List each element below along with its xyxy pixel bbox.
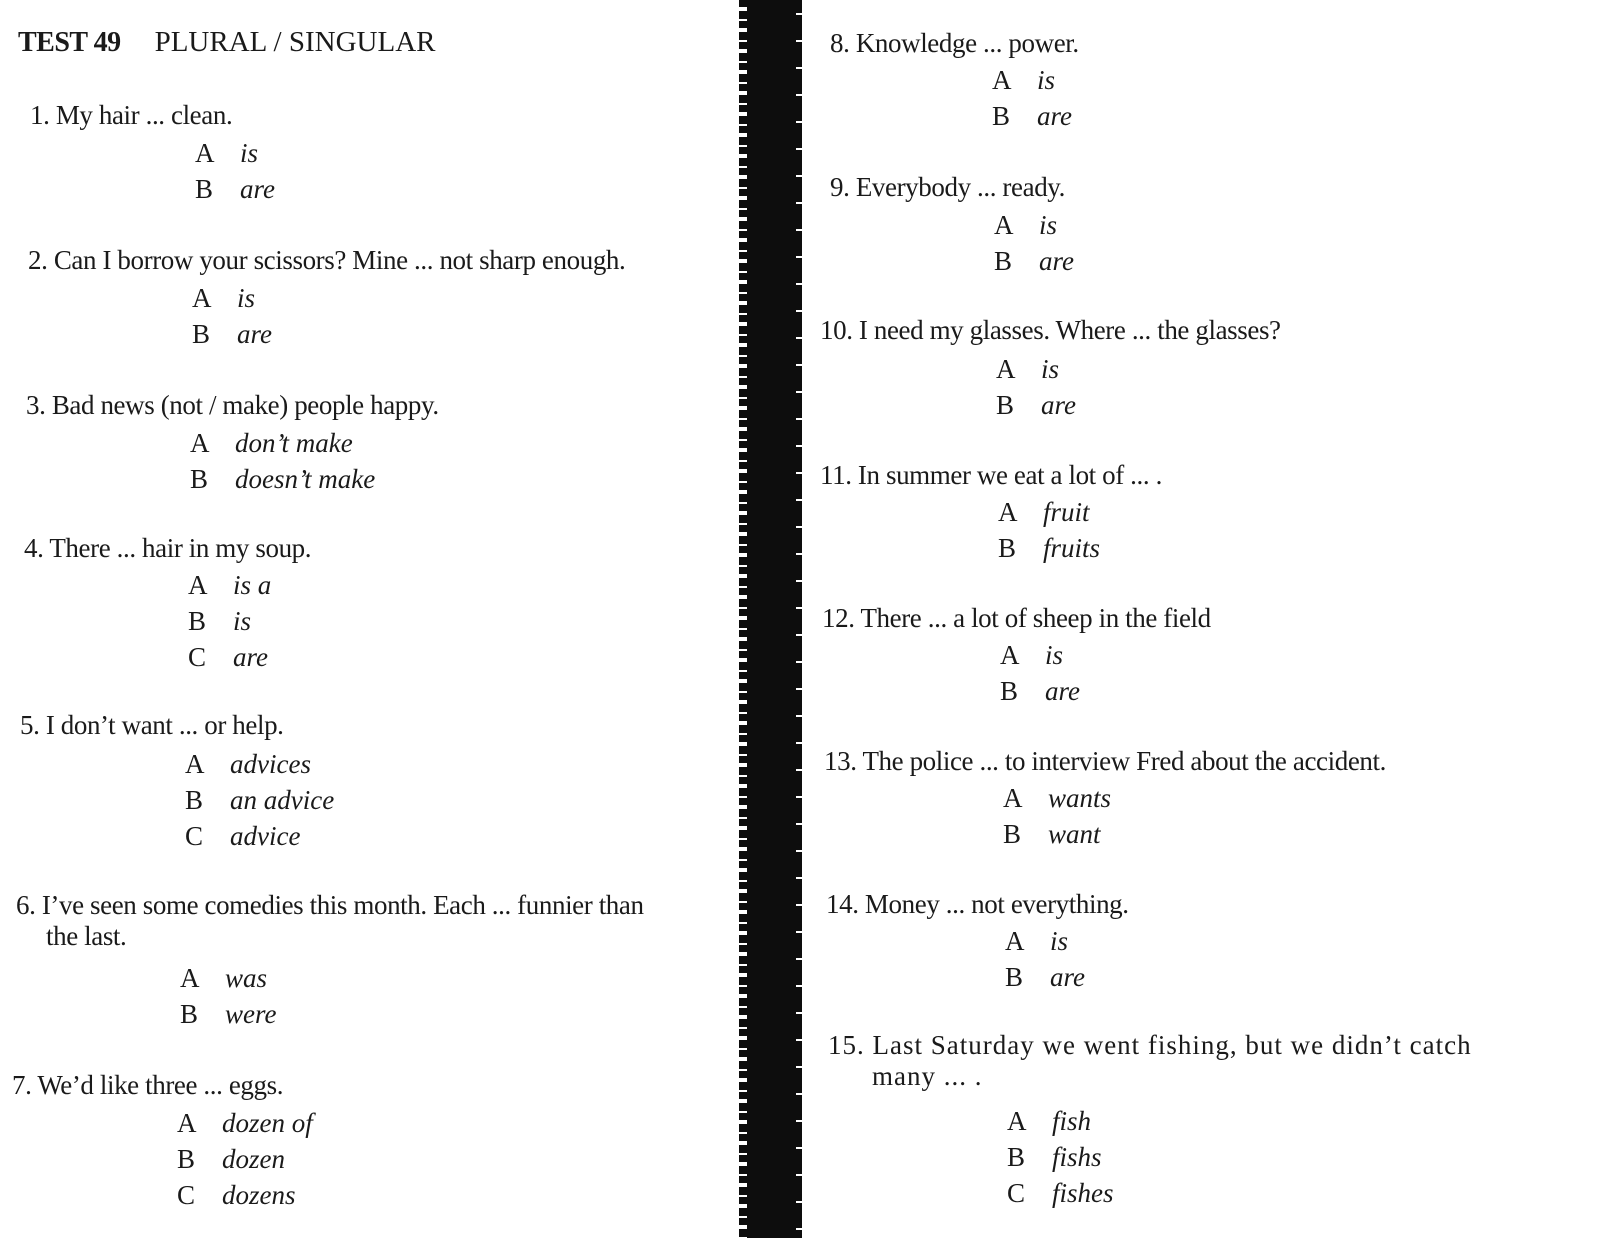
- option-text: don’t make: [235, 428, 353, 458]
- option-text: fishs: [1052, 1142, 1102, 1172]
- option-letter: A: [185, 749, 205, 779]
- option-text: fish: [1052, 1106, 1092, 1136]
- option-text: fishes: [1052, 1178, 1114, 1208]
- option-text: are: [1039, 246, 1074, 276]
- question-text: We’d like three ... eggs.: [37, 1070, 284, 1100]
- option-text: want: [1048, 819, 1101, 849]
- answer-option[interactable]: [180, 960, 276, 996]
- test-topic: PLURAL / SINGULAR: [154, 26, 436, 58]
- option-text: was: [225, 963, 268, 993]
- option-letter: C: [1007, 1178, 1026, 1208]
- question-text-continued: many ... .: [872, 1061, 983, 1091]
- question-number: 13.: [824, 746, 857, 776]
- option-letter: C: [185, 821, 204, 851]
- answer-option[interactable]: [185, 782, 334, 818]
- question-number: 5.: [20, 710, 40, 740]
- answer-option[interactable]: [188, 603, 271, 639]
- option-letter: A: [180, 963, 200, 993]
- option-letter: A: [994, 210, 1014, 240]
- question-text: My hair ... clean.: [55, 100, 233, 130]
- answer-options: [996, 351, 1076, 423]
- answer-option[interactable]: [192, 280, 272, 316]
- question-number: 14.: [826, 889, 859, 919]
- answer-option[interactable]: [994, 243, 1074, 279]
- option-text: is a: [233, 570, 272, 600]
- question-number: 1.: [30, 100, 50, 130]
- answer-option[interactable]: [1005, 959, 1085, 995]
- option-letter: A: [190, 428, 210, 458]
- question-stem: [824, 746, 1386, 777]
- answer-options: [992, 62, 1072, 134]
- option-text: are: [233, 642, 268, 672]
- option-letter: B: [1007, 1142, 1026, 1172]
- option-letter: A: [996, 354, 1016, 384]
- answer-options: [188, 567, 271, 675]
- question-text: Money ... not everything.: [864, 889, 1129, 919]
- answer-option[interactable]: [1007, 1103, 1114, 1139]
- answer-option[interactable]: [192, 316, 272, 352]
- answer-option[interactable]: [1000, 673, 1080, 709]
- answer-option[interactable]: [188, 567, 271, 603]
- answer-options: [1007, 1103, 1114, 1211]
- option-text: doesn’t make: [235, 464, 376, 494]
- question-text: I’ve seen some comedies this month. Each ... funnier than: [41, 890, 644, 920]
- answer-option[interactable]: [1005, 923, 1085, 959]
- question-number: 4.: [24, 533, 44, 563]
- option-letter: B: [998, 533, 1017, 563]
- answer-options: [192, 280, 272, 352]
- question-stem: [822, 603, 1211, 634]
- answer-option[interactable]: [195, 135, 275, 171]
- option-text: are: [237, 319, 272, 349]
- question-text: There ... a lot of sheep in the field: [860, 603, 1211, 633]
- option-text: wants: [1048, 783, 1112, 813]
- answer-option[interactable]: [996, 351, 1076, 387]
- question-number: 3.: [26, 390, 46, 420]
- option-letter: B: [180, 999, 199, 1029]
- question-number: 12.: [822, 603, 855, 633]
- question-stem: [26, 390, 439, 421]
- option-letter: A: [998, 497, 1018, 527]
- answer-option[interactable]: [998, 494, 1100, 530]
- option-letter: A: [192, 283, 212, 313]
- option-text: an advice: [230, 785, 335, 815]
- option-text: dozens: [222, 1180, 296, 1210]
- answer-options: [177, 1105, 313, 1213]
- question-stem: [12, 1070, 283, 1101]
- answer-options: [180, 960, 276, 1032]
- option-letter: A: [1003, 783, 1023, 813]
- option-letter: A: [1005, 926, 1025, 956]
- option-text: is: [1050, 926, 1069, 956]
- answer-options: [998, 494, 1100, 566]
- question-stem: [20, 710, 284, 741]
- question-text: The police ... to interview Fred about the accident.: [862, 746, 1386, 776]
- question-number: 9.: [830, 172, 850, 202]
- option-text: dozen of: [222, 1108, 313, 1138]
- option-letter: B: [195, 174, 214, 204]
- option-letter: B: [177, 1144, 196, 1174]
- option-letter: B: [1005, 962, 1024, 992]
- option-text: is: [1037, 65, 1056, 95]
- answer-option[interactable]: [177, 1177, 313, 1213]
- option-text: advice: [230, 821, 301, 851]
- option-letter: A: [195, 138, 215, 168]
- option-text: were: [225, 999, 277, 1029]
- question-stem: [830, 172, 1065, 203]
- option-text: are: [240, 174, 275, 204]
- option-letter: B: [188, 606, 207, 636]
- option-text: dozen: [222, 1144, 285, 1174]
- answer-option[interactable]: [1003, 780, 1111, 816]
- option-letter: B: [190, 464, 209, 494]
- question-number: 8.: [830, 28, 850, 58]
- option-text: are: [1041, 390, 1076, 420]
- question-text: Last Saturday we went fishing, but we didn’t catch: [872, 1030, 1472, 1060]
- answer-option[interactable]: [177, 1105, 313, 1141]
- option-text: is: [233, 606, 252, 636]
- question-text: In summer we eat a lot of ... .: [857, 460, 1162, 490]
- answer-option[interactable]: [185, 746, 334, 782]
- option-text: is: [237, 283, 256, 313]
- answer-option[interactable]: [185, 818, 334, 854]
- option-text: advices: [230, 749, 311, 779]
- answer-options: [1000, 637, 1080, 709]
- answer-option[interactable]: [994, 207, 1074, 243]
- answer-option[interactable]: [1003, 816, 1111, 852]
- book-spine-shadow: [745, 0, 797, 1238]
- question-text: Bad news (not / make) people happy.: [51, 390, 439, 420]
- answer-option[interactable]: [180, 996, 276, 1032]
- answer-options: [994, 207, 1074, 279]
- question-text: There ... hair in my soup.: [49, 533, 312, 563]
- answer-option[interactable]: [992, 98, 1072, 134]
- question-number: 11.: [820, 460, 852, 490]
- test-title: [18, 26, 435, 59]
- option-letter: A: [1000, 640, 1020, 670]
- answer-options: [195, 135, 275, 207]
- option-text: fruits: [1043, 533, 1101, 563]
- answer-option[interactable]: [992, 62, 1072, 98]
- question-stem: [30, 100, 232, 131]
- question-text: Can I borrow your scissors? Mine ... not sharp enough.: [53, 245, 626, 275]
- answer-option[interactable]: [188, 639, 271, 675]
- question-stem: [28, 245, 625, 276]
- option-letter: A: [177, 1108, 197, 1138]
- answer-option[interactable]: [190, 461, 375, 497]
- answer-option[interactable]: [177, 1141, 313, 1177]
- option-letter: B: [1000, 676, 1019, 706]
- option-text: fruit: [1043, 497, 1090, 527]
- option-text: is: [1041, 354, 1060, 384]
- option-letter: B: [994, 246, 1013, 276]
- question-number: 15.: [828, 1030, 865, 1060]
- question-stem: [820, 315, 1281, 346]
- question-number: 6.: [16, 890, 36, 920]
- test-number: TEST 49: [18, 27, 121, 58]
- option-letter: B: [992, 101, 1011, 131]
- option-text: is: [1039, 210, 1058, 240]
- option-text: are: [1050, 962, 1085, 992]
- answer-option[interactable]: [190, 425, 375, 461]
- option-text: are: [1045, 676, 1080, 706]
- option-letter: B: [185, 785, 204, 815]
- answer-option[interactable]: [1000, 637, 1080, 673]
- question-stem: [828, 1030, 1472, 1092]
- question-text-continued: the last.: [46, 921, 127, 951]
- option-text: is: [1045, 640, 1064, 670]
- answer-options: [190, 425, 375, 497]
- question-number: 2.: [28, 245, 48, 275]
- option-letter: A: [1007, 1106, 1027, 1136]
- answer-option[interactable]: [1007, 1139, 1114, 1175]
- question-stem: [830, 28, 1079, 59]
- question-text: I need my glasses. Where ... the glasses?: [858, 315, 1281, 345]
- answer-option[interactable]: [996, 387, 1076, 423]
- answer-options: [1003, 780, 1111, 852]
- option-text: are: [1037, 101, 1072, 131]
- answer-option[interactable]: [195, 171, 275, 207]
- question-number: 7.: [12, 1070, 32, 1100]
- option-letter: C: [188, 642, 207, 672]
- option-letter: C: [177, 1180, 196, 1210]
- answer-options: [1005, 923, 1085, 995]
- question-text: Knowledge ... power.: [855, 28, 1079, 58]
- answer-option[interactable]: [998, 530, 1100, 566]
- option-letter: B: [1003, 819, 1022, 849]
- question-stem: [826, 889, 1129, 920]
- question-stem: [16, 890, 644, 952]
- answer-options: [185, 746, 334, 854]
- option-letter: B: [192, 319, 211, 349]
- question-number: 10.: [820, 315, 853, 345]
- question-text: Everybody ... ready.: [855, 172, 1065, 202]
- option-letter: A: [188, 570, 208, 600]
- question-text: I don’t want ... or help.: [45, 710, 284, 740]
- answer-option[interactable]: [1007, 1175, 1114, 1211]
- question-stem: [24, 533, 311, 564]
- option-text: is: [240, 138, 259, 168]
- option-letter: B: [996, 390, 1015, 420]
- question-stem: [820, 460, 1162, 491]
- option-letter: A: [992, 65, 1012, 95]
